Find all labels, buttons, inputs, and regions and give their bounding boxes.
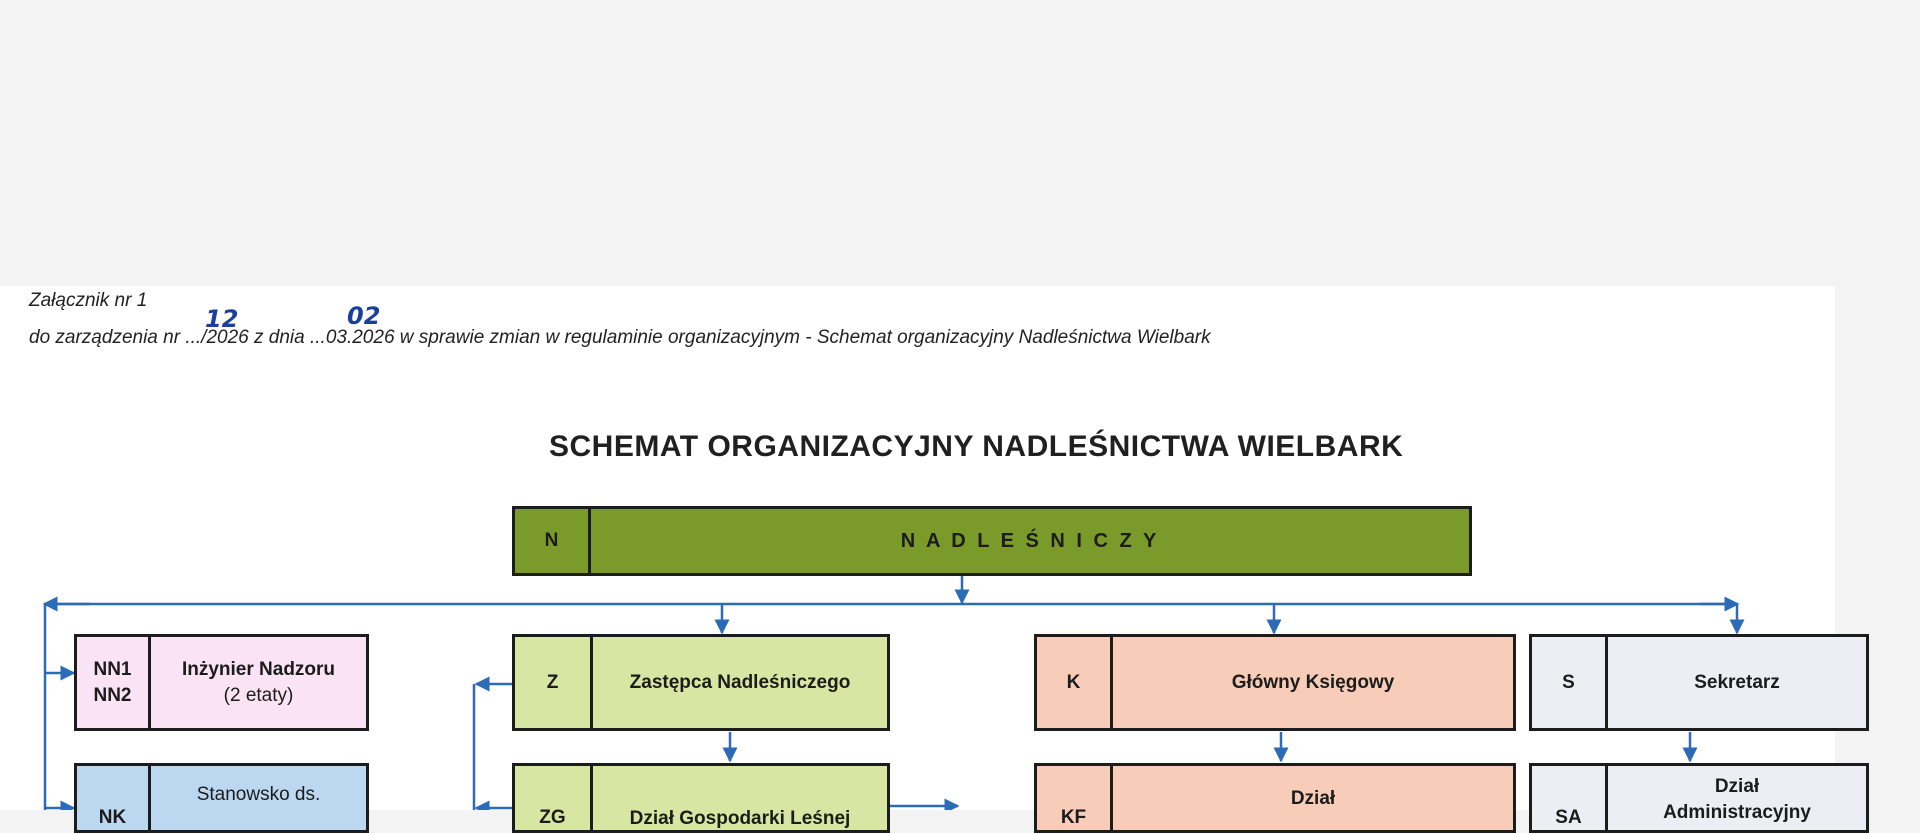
number-blank: ...: [185, 327, 202, 348]
name-sa: [1608, 766, 1866, 830]
org-box-nn: [74, 634, 369, 731]
name-nk: [151, 766, 366, 830]
code-nn2: NN2: [93, 684, 132, 706]
annex-label: Załącznik nr 1: [29, 290, 148, 311]
org-box-kf: [1034, 763, 1516, 833]
code-nn: [77, 637, 151, 728]
org-box-k: [1034, 634, 1516, 731]
code-nn1: NN1: [93, 658, 132, 680]
org-box-sa: [1529, 763, 1869, 833]
name-k: Główny Księgowy: [1231, 671, 1395, 693]
name-kf-line1: Dział: [1290, 788, 1336, 809]
name-nn-line2: (2 etaty): [223, 684, 294, 706]
org-box-z: [512, 634, 890, 731]
code-kf: KF: [1037, 766, 1113, 830]
code-s: S: [1532, 637, 1608, 728]
org-box-zg: [512, 763, 890, 833]
org-box-nk: [74, 763, 369, 833]
name-s: Sekretarz: [1694, 671, 1780, 693]
name-sa-line1: Dział: [1714, 776, 1760, 797]
org-box-n: [512, 506, 1472, 576]
name-nn: [151, 637, 366, 728]
name-kf: [1113, 766, 1513, 830]
code-n: N: [515, 509, 591, 573]
name-sa-line2: Administracyjny: [1663, 801, 1811, 823]
code-nk: NK: [77, 766, 151, 830]
code-zg: ZG: [515, 766, 593, 830]
handwritten-order-number: 12: [205, 305, 239, 333]
annex-mid: /2026 z dnia: [201, 327, 310, 348]
annex-suffix: 03.2026 w sprawie zmian w regulaminie organizacyjnym - Schemat organizacyjny Nadleśnictwa Wielbark: [325, 327, 1211, 348]
org-box-s: [1529, 634, 1869, 731]
name-nk-line1: Stanowsko ds.: [196, 784, 321, 805]
code-k: K: [1037, 637, 1113, 728]
name-nn-line1: Inżynier Nadzoru: [181, 658, 336, 680]
handwritten-day: 02: [347, 302, 381, 330]
code-sa: SA: [1532, 766, 1608, 830]
chart-title: SCHEMAT ORGANIZACYJNY NADLEŚNICTWA WIELBARK: [549, 430, 1404, 463]
name-n: N A D L E Ś N I C Z Y: [900, 529, 1160, 552]
code-z: Z: [515, 637, 593, 728]
name-zg: Dział Gospodarki Leśnej: [629, 808, 851, 829]
name-z: Zastępca Nadleśniczego: [629, 671, 851, 693]
date-blank: ...: [309, 327, 326, 348]
annex-prefix: do zarządzenia nr: [29, 327, 186, 348]
